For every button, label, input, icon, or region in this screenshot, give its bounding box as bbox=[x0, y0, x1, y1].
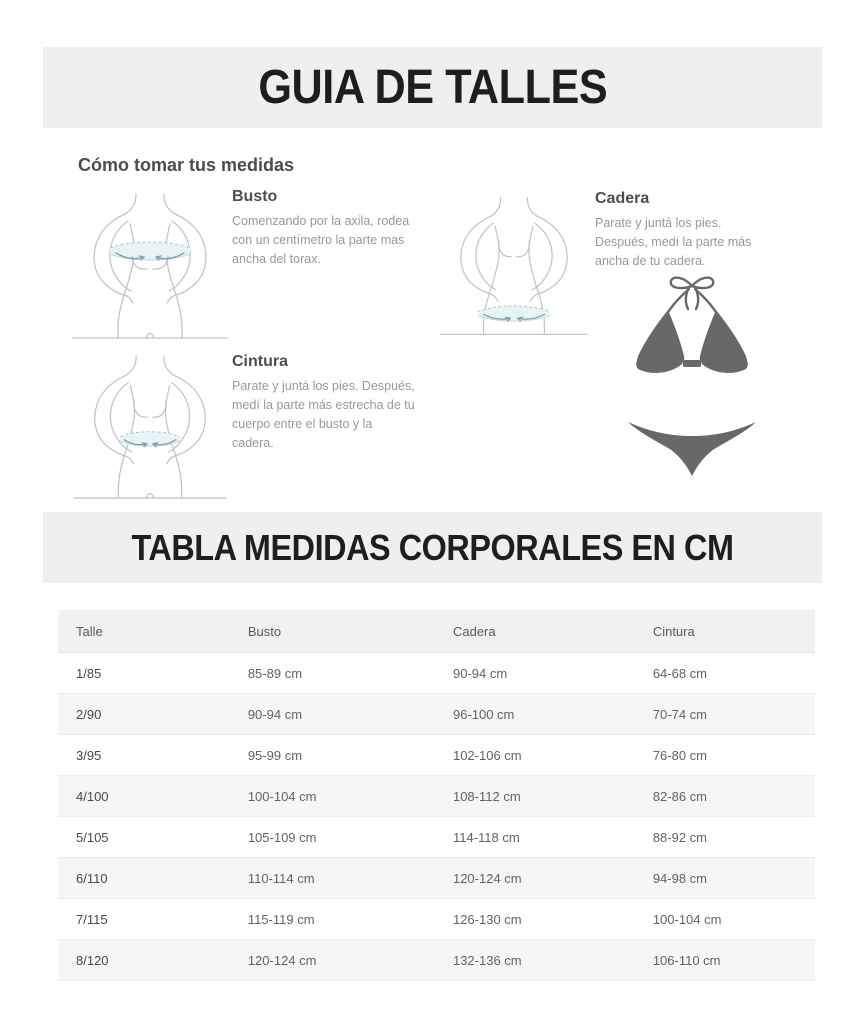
table-title-banner bbox=[43, 512, 822, 583]
table-row bbox=[58, 776, 815, 817]
talle-cell: 6/110 bbox=[58, 858, 230, 899]
talle-cell: 1/85 bbox=[58, 653, 230, 694]
measure-cell: 96-100 cm bbox=[435, 694, 635, 735]
table-row bbox=[58, 817, 815, 858]
talle-cell: 5/105 bbox=[58, 817, 230, 858]
cintura-figure-illustration bbox=[70, 352, 230, 507]
measure-cell: 88-92 cm bbox=[635, 817, 815, 858]
measure-cell: 114-118 cm bbox=[435, 817, 635, 858]
measure-cell: 102-106 cm bbox=[435, 735, 635, 776]
measure-cell: 105-109 cm bbox=[230, 817, 435, 858]
busto-figure-illustration bbox=[70, 190, 230, 347]
measure-cell: 126-130 cm bbox=[435, 899, 635, 940]
talle-cell: 2/90 bbox=[58, 694, 230, 735]
measure-cell: 76-80 cm bbox=[635, 735, 815, 776]
measure-cell: 108-112 cm bbox=[435, 776, 635, 817]
measure-cell: 110-114 cm bbox=[230, 858, 435, 899]
cintura-description: Parate y juntá los pies. Después, medí la parte más estrecha de tu cuerpo entre el busto y la cadera. bbox=[232, 379, 415, 450]
measure-cell: 100-104 cm bbox=[635, 899, 815, 940]
main-title-banner bbox=[43, 47, 822, 128]
measure-cell: 70-74 cm bbox=[635, 694, 815, 735]
measure-cell: 95-99 cm bbox=[230, 735, 435, 776]
torso-hip-measure-icon bbox=[438, 192, 590, 340]
measure-cell: 100-104 cm bbox=[230, 776, 435, 817]
table-row bbox=[58, 735, 815, 776]
column-header-cintura: Cintura bbox=[635, 610, 815, 653]
measure-cell: 90-94 cm bbox=[230, 694, 435, 735]
table-row bbox=[58, 694, 815, 735]
busto-instructions bbox=[232, 188, 410, 269]
measure-cell: 120-124 cm bbox=[230, 940, 435, 981]
measure-cell: 106-110 cm bbox=[635, 940, 815, 981]
torso-waist-measure-icon bbox=[70, 352, 230, 502]
table-row bbox=[58, 940, 815, 981]
talle-cell: 4/100 bbox=[58, 776, 230, 817]
busto-title: Busto bbox=[232, 188, 278, 205]
column-header-talle: Talle bbox=[58, 610, 230, 653]
column-header-busto: Busto bbox=[230, 610, 435, 653]
table-title: TABLA MEDIDAS CORPORALES EN CM bbox=[131, 526, 734, 568]
size-table bbox=[58, 610, 815, 981]
measure-cell: 85-89 cm bbox=[230, 653, 435, 694]
measure-cell: 64-68 cm bbox=[635, 653, 815, 694]
table-header-row bbox=[58, 610, 815, 653]
page-title: GUIA DE TALLES bbox=[258, 61, 607, 114]
bikini-illustration bbox=[622, 272, 762, 489]
measure-cell: 132-136 cm bbox=[435, 940, 635, 981]
measure-cell: 82-86 cm bbox=[635, 776, 815, 817]
size-table-body bbox=[58, 653, 815, 981]
measure-section-heading: Cómo tomar tus medidas bbox=[78, 155, 295, 175]
busto-description: Comenzando por la axila, rodea con un centímetro la parte mas ancha del torax. bbox=[232, 214, 410, 266]
talle-cell: 8/120 bbox=[58, 940, 230, 981]
table-row bbox=[58, 653, 815, 694]
cadera-instructions bbox=[595, 190, 775, 271]
bikini-icon bbox=[622, 272, 762, 484]
talle-cell: 3/95 bbox=[58, 735, 230, 776]
torso-bust-measure-icon bbox=[70, 190, 230, 342]
cadera-title: Cadera bbox=[595, 190, 650, 207]
cintura-instructions bbox=[232, 353, 417, 453]
talle-cell: 7/115 bbox=[58, 899, 230, 940]
measure-cell: 115-119 cm bbox=[230, 899, 435, 940]
measure-cell: 94-98 cm bbox=[635, 858, 815, 899]
cintura-title: Cintura bbox=[232, 353, 288, 370]
cadera-description: Parate y juntá los pies. Después, medí la parte más ancha de tu cadera. bbox=[595, 216, 752, 268]
table-row bbox=[58, 899, 815, 940]
measure-cell: 90-94 cm bbox=[435, 653, 635, 694]
cadera-figure-illustration bbox=[438, 192, 590, 345]
measure-cell: 120-124 cm bbox=[435, 858, 635, 899]
table-row bbox=[58, 858, 815, 899]
column-header-cadera: Cadera bbox=[435, 610, 635, 653]
